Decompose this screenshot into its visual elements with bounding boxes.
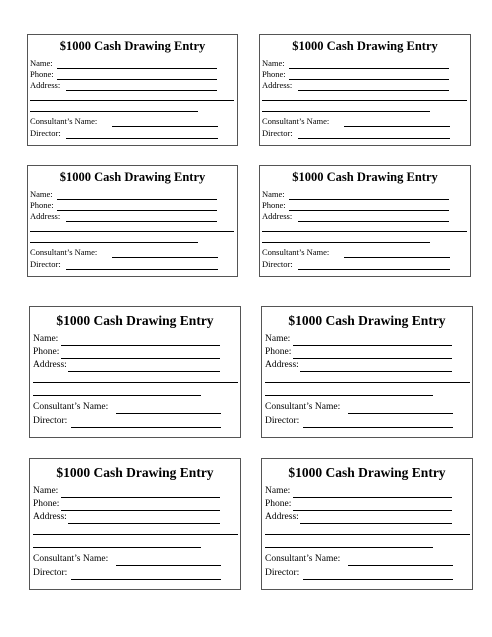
director-field[interactable] [66, 269, 218, 270]
address-line-3[interactable] [262, 242, 430, 243]
phone-label: Phone: [262, 69, 286, 79]
address-line-3[interactable] [265, 547, 433, 548]
address-field[interactable] [298, 90, 449, 91]
name-label: Name: [262, 189, 285, 199]
consultant-label: Consultant’s Name: [33, 554, 109, 564]
address-field[interactable] [66, 90, 217, 91]
address-line-2[interactable] [265, 534, 470, 535]
name-row [265, 335, 290, 345]
phone-row [33, 348, 59, 358]
card-title: $1000 Cash Drawing Entry [288, 313, 446, 328]
phone-row [265, 500, 291, 510]
entry-card-3 [27, 165, 238, 277]
director-label: Director: [265, 568, 300, 578]
consultant-row [30, 117, 97, 126]
name-row [30, 59, 53, 68]
consultant-label: Consultant’s Name: [265, 402, 341, 412]
consultant-field[interactable] [112, 126, 218, 127]
card-title: $1000 Cash Drawing Entry [292, 170, 438, 184]
phone-field[interactable] [61, 358, 220, 359]
address-label: Address: [262, 211, 293, 221]
director-field[interactable] [303, 579, 453, 580]
address-line-2[interactable] [262, 231, 467, 232]
director-label: Director: [265, 416, 300, 426]
address-label: Address: [265, 512, 299, 522]
director-row [265, 569, 299, 579]
phone-label: Phone: [30, 69, 54, 79]
address-label: Address: [30, 211, 61, 221]
address-line-2[interactable] [262, 100, 467, 101]
phone-row [265, 348, 291, 358]
card-title: $1000 Cash Drawing Entry [56, 465, 214, 480]
director-label: Director: [33, 416, 68, 426]
director-row [33, 569, 67, 579]
address-row [30, 81, 60, 90]
director-label: Director: [262, 259, 293, 269]
address-row [262, 212, 292, 221]
name-row [265, 487, 290, 497]
name-field[interactable] [61, 497, 220, 498]
consultant-label: Consultant’s Name: [262, 116, 330, 126]
address-line-3[interactable] [265, 395, 433, 396]
name-row [33, 487, 58, 497]
phone-label: Phone: [30, 200, 54, 210]
consultant-field[interactable] [348, 413, 453, 414]
name-row [30, 190, 53, 199]
phone-row [33, 500, 59, 510]
address-line-3[interactable] [30, 111, 198, 112]
name-label: Name: [30, 58, 53, 68]
entry-card-8 [261, 458, 473, 590]
name-label: Name: [265, 334, 291, 344]
consultant-label: Consultant’s Name: [265, 554, 341, 564]
consultant-field[interactable] [348, 565, 453, 566]
consultant-field[interactable] [344, 257, 450, 258]
name-label: Name: [30, 189, 53, 199]
name-field[interactable] [61, 345, 220, 346]
consultant-row [262, 248, 329, 257]
director-field[interactable] [66, 138, 218, 139]
name-row [262, 190, 285, 199]
director-row [30, 260, 61, 269]
card-title: $1000 Cash Drawing Entry [56, 313, 214, 328]
entry-card-2 [259, 34, 471, 146]
consultant-row [30, 248, 97, 257]
consultant-row [265, 555, 340, 565]
consultant-field[interactable] [112, 257, 218, 258]
director-row [33, 417, 67, 427]
address-line-3[interactable] [33, 395, 201, 396]
phone-row [262, 201, 286, 210]
address-label: Address: [33, 360, 67, 370]
phone-row [30, 201, 54, 210]
phone-label: Phone: [33, 499, 60, 509]
consultant-field[interactable] [116, 413, 221, 414]
director-row [262, 129, 293, 138]
address-field[interactable] [298, 221, 449, 222]
address-row [30, 212, 60, 221]
phone-row [262, 70, 286, 79]
name-field[interactable] [57, 199, 217, 200]
consultant-row [33, 403, 108, 413]
entry-card-5 [29, 306, 241, 438]
address-field[interactable] [300, 371, 452, 372]
phone-field[interactable] [289, 79, 449, 80]
card-title: $1000 Cash Drawing Entry [292, 39, 438, 53]
director-field[interactable] [303, 427, 453, 428]
phone-field[interactable] [289, 210, 449, 211]
phone-field[interactable] [57, 210, 217, 211]
address-label: Address: [30, 80, 61, 90]
director-label: Director: [262, 128, 293, 138]
director-field[interactable] [298, 269, 450, 270]
director-field[interactable] [298, 138, 450, 139]
consultant-row [265, 403, 340, 413]
name-field[interactable] [57, 68, 217, 69]
phone-label: Phone: [262, 200, 286, 210]
address-row [33, 361, 67, 371]
card-title: $1000 Cash Drawing Entry [59, 39, 206, 53]
phone-label: Phone: [265, 499, 292, 509]
phone-label: Phone: [33, 347, 60, 357]
address-row [33, 513, 67, 523]
address-label: Address: [262, 80, 293, 90]
address-line-2[interactable] [33, 382, 238, 383]
consultant-label: Consultant’s Name: [30, 116, 98, 126]
name-field[interactable] [289, 68, 449, 69]
director-label: Director: [30, 259, 61, 269]
name-field[interactable] [293, 497, 452, 498]
address-label: Address: [33, 512, 67, 522]
phone-field[interactable] [293, 358, 452, 359]
entry-card-1 [27, 34, 238, 146]
address-field[interactable] [300, 523, 452, 524]
entry-card-6 [261, 306, 473, 438]
director-row [262, 260, 293, 269]
director-label: Director: [30, 128, 61, 138]
address-row [265, 361, 299, 371]
consultant-label: Consultant’s Name: [33, 402, 109, 412]
consultant-label: Consultant’s Name: [262, 247, 330, 257]
address-field[interactable] [68, 523, 220, 524]
address-line-3[interactable] [33, 547, 201, 548]
phone-label: Phone: [265, 347, 292, 357]
name-row [262, 59, 285, 68]
address-line-2[interactable] [265, 382, 470, 383]
entry-card-7 [29, 458, 241, 590]
address-field[interactable] [66, 221, 217, 222]
address-line-2[interactable] [30, 231, 234, 232]
address-row [262, 81, 292, 90]
address-row [265, 513, 299, 523]
card-title: $1000 Cash Drawing Entry [288, 465, 446, 480]
name-label: Name: [262, 58, 285, 68]
name-row [33, 335, 58, 345]
phone-field[interactable] [61, 510, 220, 511]
director-field[interactable] [71, 427, 221, 428]
name-field[interactable] [289, 199, 449, 200]
address-line-3[interactable] [262, 111, 430, 112]
director-label: Director: [33, 568, 68, 578]
consultant-label: Consultant’s Name: [30, 247, 98, 257]
card-title: $1000 Cash Drawing Entry [59, 170, 206, 184]
director-field[interactable] [71, 579, 221, 580]
address-field[interactable] [68, 371, 220, 372]
entry-card-4 [259, 165, 471, 277]
consultant-field[interactable] [344, 126, 450, 127]
phone-field[interactable] [293, 510, 452, 511]
director-row [265, 417, 299, 427]
name-field[interactable] [293, 345, 452, 346]
consultant-field[interactable] [116, 565, 221, 566]
consultant-row [262, 117, 329, 126]
name-label: Name: [33, 486, 59, 496]
name-label: Name: [265, 486, 291, 496]
address-line-3[interactable] [30, 242, 198, 243]
phone-row [30, 70, 54, 79]
phone-field[interactable] [57, 79, 217, 80]
address-line-2[interactable] [33, 534, 238, 535]
address-line-2[interactable] [30, 100, 234, 101]
consultant-row [33, 555, 108, 565]
director-row [30, 129, 61, 138]
address-label: Address: [265, 360, 299, 370]
name-label: Name: [33, 334, 59, 344]
